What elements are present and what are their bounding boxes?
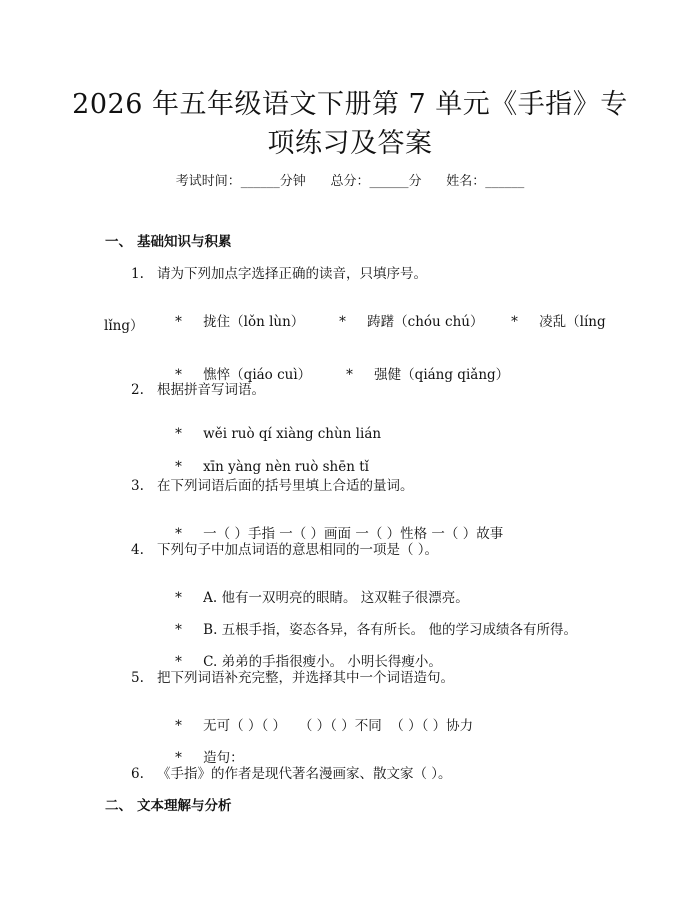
option-text: 憔悴（qiáo cuì） <box>203 367 312 383</box>
question-1 <box>131 262 427 282</box>
question-6 <box>131 762 452 782</box>
option-text: B. 五根手指，姿态各异，各有所长。 他的学习成绩各有所得。 <box>203 622 577 638</box>
option-item <box>322 294 484 346</box>
bullet-icon: * <box>175 622 182 638</box>
option-item <box>494 294 606 346</box>
option-item <box>158 294 304 346</box>
option-text: A. 他有一双明亮的眼睛。 这双鞋子很漂亮。 <box>203 590 469 606</box>
question-text: 把下列词语补充完整，并选择其中一个词语造句。 <box>157 670 454 686</box>
bullet-icon: * <box>339 314 346 330</box>
question-number: 2. <box>131 382 144 398</box>
bullet-icon: * <box>511 314 518 330</box>
question-text: 《手指》的作者是现代著名漫画家、散文家（ ）。 <box>157 766 452 782</box>
bullet-icon: * <box>346 367 353 383</box>
question-3 <box>131 474 414 494</box>
option-item <box>329 347 509 399</box>
section-heading-1 <box>105 230 232 250</box>
bullet-icon: * <box>175 526 182 542</box>
option-text: 拢住（lǒn lùn） <box>203 314 305 330</box>
bullet-icon: * <box>175 426 182 442</box>
document-title-line-2: 项练习及答案 <box>267 128 433 159</box>
option-text: C. 弟弟的手指很瘦小。 小明长得瘦小。 <box>203 654 442 670</box>
bullet-icon: * <box>175 718 182 734</box>
question-2 <box>131 378 265 398</box>
pinyin-text: wěi ruò qí xiàng chùn lián <box>203 426 382 442</box>
question-number: 3. <box>131 478 144 494</box>
question-text: 请为下列加点字选择正确的读音，只填序号。 <box>157 266 427 282</box>
bullet-icon: * <box>175 367 182 383</box>
question-4 <box>131 538 438 558</box>
section-number: 二、 <box>105 798 132 814</box>
section-heading-2 <box>105 794 232 814</box>
question-text: 下列句子中加点词语的意思相同的一项是（ ）。 <box>157 542 439 558</box>
section-number: 一、 <box>105 234 132 250</box>
question-text: 在下列词语后面的括号里填上合适的量词。 <box>157 478 414 494</box>
section-title: 文本理解与分析 <box>137 798 232 814</box>
section-title: 基础知识与积累 <box>137 234 232 250</box>
option-text-continuation: lǐng） <box>104 318 144 334</box>
option-text: 凌乱（líng <box>539 314 606 330</box>
option-text: 无可（ ）（ ） （ ）（ ）不同 （ ）（ ）协力 <box>203 718 474 734</box>
question-5 <box>131 666 454 686</box>
option-text: 造句： <box>203 750 244 766</box>
bullet-icon: * <box>175 459 182 475</box>
bullet-icon: * <box>175 750 182 766</box>
option-text: 一（ ）手指 一（ ）画面 一（ ）性格 一（ ）故事 <box>203 526 504 542</box>
question-text: 根据拼音写词语。 <box>157 382 265 398</box>
exam-info-line: 考试时间：______分钟 总分：______分 姓名：______ <box>175 174 525 189</box>
option-text: 强健（qiáng qiǎng） <box>374 367 510 383</box>
option-text: 踌躇（chóu chú） <box>367 314 484 330</box>
question-number: 4. <box>131 542 144 558</box>
bullet-icon: * <box>175 654 182 670</box>
question-number: 6. <box>131 766 144 782</box>
pinyin-text: xīn yàng nèn ruò shēn tǐ <box>203 459 369 475</box>
question-number: 1. <box>131 266 144 282</box>
question-number: 5. <box>131 670 144 686</box>
document-title-line-1: 2026 年五年级语文下册第 7 单元《手指》专 <box>72 89 628 120</box>
bullet-icon: * <box>175 590 182 606</box>
bullet-icon: * <box>175 314 182 330</box>
